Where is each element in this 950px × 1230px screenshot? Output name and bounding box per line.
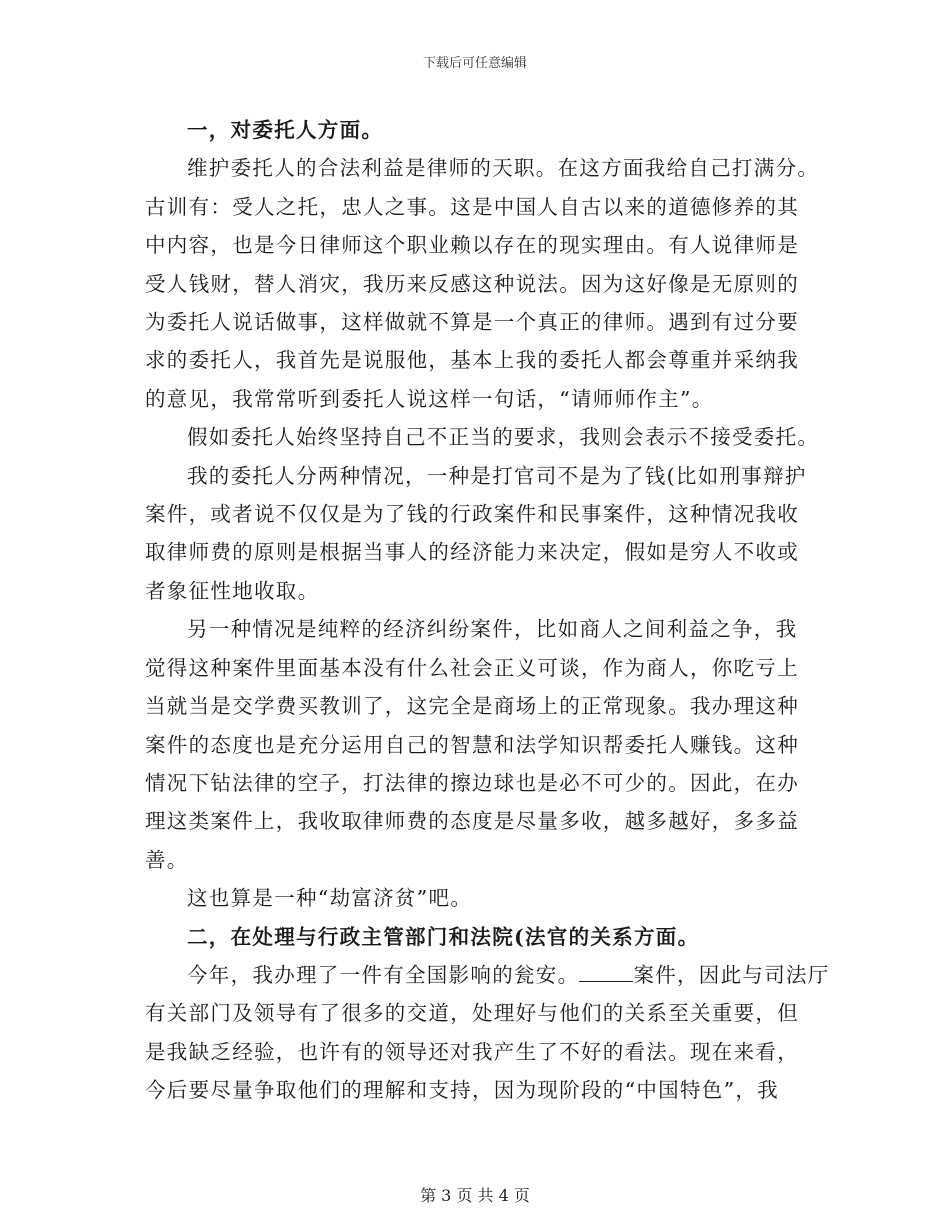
paragraph-line: 善。: [145, 847, 189, 872]
paragraph-line: 情况下钻法律的空子，打法律的擦边球也是必不可少的。因此，在办: [145, 770, 799, 795]
paragraph-line: 另一种情况是纯粹的经济纠纷案件，比如商人之间利益之争，我: [187, 617, 798, 642]
paragraph-line: 受人钱财，替人消灾，我历来反感这种说法。因为这好像是无原则的: [145, 271, 799, 296]
paragraph-line: 当就当是交学费买教训了，这完全是商场上的正常现象。我办理这种: [145, 694, 799, 719]
paragraph-line: 者象征性地收取。: [145, 578, 320, 603]
paragraph-line: 中内容，也是今日律师这个职业赖以存在的现实理由。有人说律师是: [145, 233, 799, 258]
paragraph-line: [145, 956, 830, 994]
paragraph-line: 求的委托人，我首先是说服他，基本上我的委托人都会尊重并采纳我: [145, 348, 799, 373]
paragraph-line: 理这类案件上，我收取律师费的态度是尽量多收，越多越好，多多益: [145, 809, 799, 834]
paragraph-line: 这也算是一种“劫富济贫”吧。: [187, 886, 473, 911]
paragraph-line: 案件，或者说不仅仅是为了钱的行政案件和民事案件，这种情况我收: [145, 502, 799, 527]
section-heading-2: 二，在处理与行政主管部门和法院(法官的关系方面。: [187, 924, 700, 949]
line-segment: 今年，我办理了一件有全国影响的瓮安。: [187, 962, 580, 987]
document-body: [145, 111, 830, 1110]
paragraph-line: 为委托人说话做事，这样做就不算是一个真正的律师。遇到有过分要: [145, 310, 799, 335]
section-heading-1: 一，对委托人方面。: [187, 118, 384, 142]
paragraph-line: 今后要尽量争取他们的理解和支持，因为现阶段的“中国特色”，我: [145, 1078, 779, 1103]
paragraph-line: 我的委托人分两种情况，一种是打官司不是为了钱(比如刑事辩护: [187, 463, 807, 488]
paragraph-line: 维护委托人的合法利益是律师的天职。在这方面我给自己打满分。: [187, 156, 820, 181]
line-segment: 案件，因此与司法厅: [633, 962, 830, 987]
paragraph-line: 案件的态度也是充分运用自己的智慧和法学知识帮委托人赚钱。这种: [145, 732, 799, 757]
page-header: 下载后可任意编辑: [422, 56, 527, 71]
page-footer: 第 3 页 共 4 页: [420, 1186, 530, 1205]
paragraph-line: 取律师费的原则是根据当事人的经济能力来决定，假如是穷人不收或: [145, 540, 799, 565]
redacted-blank: [579, 963, 633, 982]
paragraph-line: 古训有：受人之托，忠人之事。这是中国人自古以来的道德修养的其: [145, 194, 799, 219]
paragraph-line: 的意见，我常常听到委托人说这样一句话，“请师师作主”。: [145, 386, 714, 411]
paragraph-line: 假如委托人始终坚持自己不正当的要求，我则会表示不接受委托。: [187, 425, 820, 450]
paragraph-line: 有关部门及领导有了很多的交道，处理好与他们的关系至关重要，但: [145, 1001, 799, 1026]
paragraph-line: 是我缺乏经验，也许有的领导还对我产生了不好的看法。现在来看，: [145, 1039, 799, 1064]
paragraph-line: 觉得这种案件里面基本没有什么社会正义可谈，作为商人，你吃亏上: [145, 655, 799, 680]
